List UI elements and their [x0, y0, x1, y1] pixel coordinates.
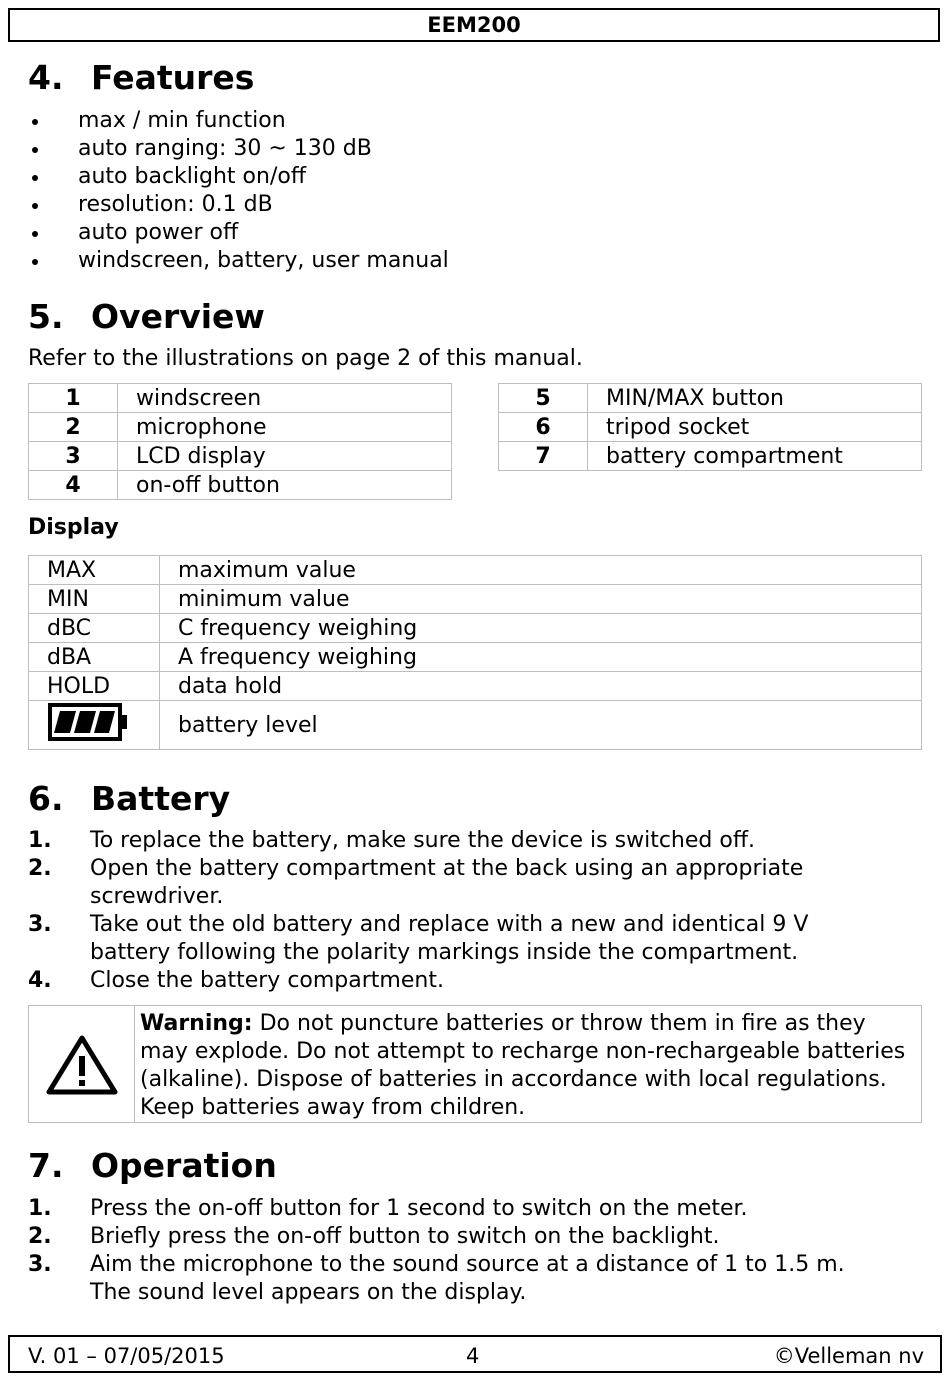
display-symbol: [29, 701, 160, 750]
table-row: [29, 614, 922, 643]
section-heading-battery: [28, 779, 230, 819]
table-row: [29, 442, 452, 471]
part-number: 1: [29, 384, 118, 413]
page-header: [8, 8, 940, 42]
version-date: V. 01 – 07/05/2015: [28, 1344, 225, 1368]
part-number: 7: [499, 442, 588, 471]
warning-body: Do not puncture batteries or throw them in fire as they may explode. Do not attempt to recharge non-rechargeable batteries (alkaline). Dispose of batteries in accordance with local regulations. Keep batteries away from children.: [140, 1011, 906, 1120]
battery-icon: [47, 702, 131, 742]
table-row: [29, 585, 922, 614]
features-list: [28, 107, 449, 275]
overview-intro: Refer to the illustrations on page 2 of this manual.: [28, 346, 583, 371]
section-number: 4.: [28, 58, 64, 97]
warning-box: [28, 1005, 922, 1123]
part-number: 3: [29, 442, 118, 471]
step-text: Close the battery compartment.: [90, 968, 444, 993]
table-row: [29, 672, 922, 701]
step-number: 2.: [28, 856, 52, 881]
section-number: 6.: [28, 779, 64, 818]
list-item: [28, 911, 890, 967]
section-title: Overview: [91, 297, 265, 336]
display-heading: Display: [28, 515, 119, 540]
step-number: 1.: [28, 828, 52, 853]
list-item: [28, 827, 890, 855]
section-title: Operation: [91, 1146, 277, 1185]
section-heading-overview: [28, 297, 265, 337]
display-table: [28, 555, 922, 750]
list-item: [28, 1195, 890, 1223]
operation-steps: [28, 1195, 890, 1307]
page-number: 4: [466, 1344, 480, 1368]
parts-table-right: [498, 383, 922, 471]
section-heading-features: [28, 58, 254, 98]
step-text: Aim the microphone to the sound source at a distance of 1 to 1.5 m. The sound level appears on the display.: [90, 1252, 845, 1305]
section-number: 7.: [28, 1146, 64, 1185]
table-row: [499, 442, 922, 471]
table-row: [29, 643, 922, 672]
list-item: auto ranging: 30 ~ 130 dB: [28, 135, 449, 163]
warning-label: Warning:: [140, 1011, 253, 1036]
part-label: LCD display: [118, 442, 452, 471]
section-title: Features: [91, 58, 255, 97]
part-label: MIN/MAX button: [588, 384, 922, 413]
display-symbol: HOLD: [29, 672, 160, 701]
section-title: Battery: [91, 779, 231, 818]
warning-divider: [134, 1006, 135, 1122]
table-row: [29, 384, 452, 413]
display-meaning: A frequency weighing: [160, 643, 922, 672]
part-number: 5: [499, 384, 588, 413]
section-number: 5.: [28, 297, 64, 336]
part-number: 6: [499, 413, 588, 442]
step-text: Take out the old battery and replace with a new and identical 9 V battery following the polarity markings inside the compartment.: [90, 912, 809, 965]
display-meaning: minimum value: [160, 585, 922, 614]
display-meaning: battery level: [160, 701, 922, 750]
display-symbol: MIN: [29, 585, 160, 614]
list-item: auto power off: [28, 219, 449, 247]
list-item: [28, 855, 890, 911]
list-item: [28, 1223, 890, 1251]
step-text: Press the on-off button for 1 second to switch on the meter.: [90, 1196, 748, 1221]
list-item: [28, 1251, 890, 1307]
display-symbol: dBA: [29, 643, 160, 672]
part-number: 4: [29, 471, 118, 500]
warning-text: [140, 1010, 910, 1122]
part-number: 2: [29, 413, 118, 442]
step-number: 3.: [28, 1252, 52, 1277]
list-item: auto backlight on/off: [28, 163, 449, 191]
display-meaning: C frequency weighing: [160, 614, 922, 643]
table-row: [29, 701, 922, 750]
table-row: [29, 471, 452, 500]
step-number: 2.: [28, 1224, 52, 1249]
list-item: windscreen, battery, user manual: [28, 247, 449, 275]
step-text: Briefly press the on-off button to switch on the backlight.: [90, 1224, 720, 1249]
list-item: max / min function: [28, 107, 449, 135]
step-number: 4.: [28, 968, 52, 993]
table-row: [29, 556, 922, 585]
table-row: [29, 413, 452, 442]
copyright: ©Velleman nv: [773, 1344, 924, 1368]
step-text: Open the battery compartment at the back using an appropriate screwdriver.: [90, 856, 804, 909]
part-label: microphone: [118, 413, 452, 442]
table-row: [499, 384, 922, 413]
step-number: 1.: [28, 1196, 52, 1221]
parts-table-left: [28, 383, 452, 500]
section-heading-operation: [28, 1146, 277, 1186]
display-meaning: maximum value: [160, 556, 922, 585]
warning-triangle-icon: [46, 1034, 118, 1096]
battery-steps: [28, 827, 890, 995]
display-meaning: data hold: [160, 672, 922, 701]
document-title: EEM200: [427, 13, 521, 37]
step-text: To replace the battery, make sure the device is switched off.: [90, 828, 755, 853]
list-item: resolution: 0.1 dB: [28, 191, 449, 219]
step-number: 3.: [28, 912, 52, 937]
display-symbol: MAX: [29, 556, 160, 585]
part-label: battery compartment: [588, 442, 922, 471]
table-row: [499, 413, 922, 442]
page-footer: [8, 1335, 942, 1373]
list-item: [28, 967, 890, 995]
part-label: tripod socket: [588, 413, 922, 442]
part-label: on-off button: [118, 471, 452, 500]
part-label: windscreen: [118, 384, 452, 413]
display-symbol: dBC: [29, 614, 160, 643]
